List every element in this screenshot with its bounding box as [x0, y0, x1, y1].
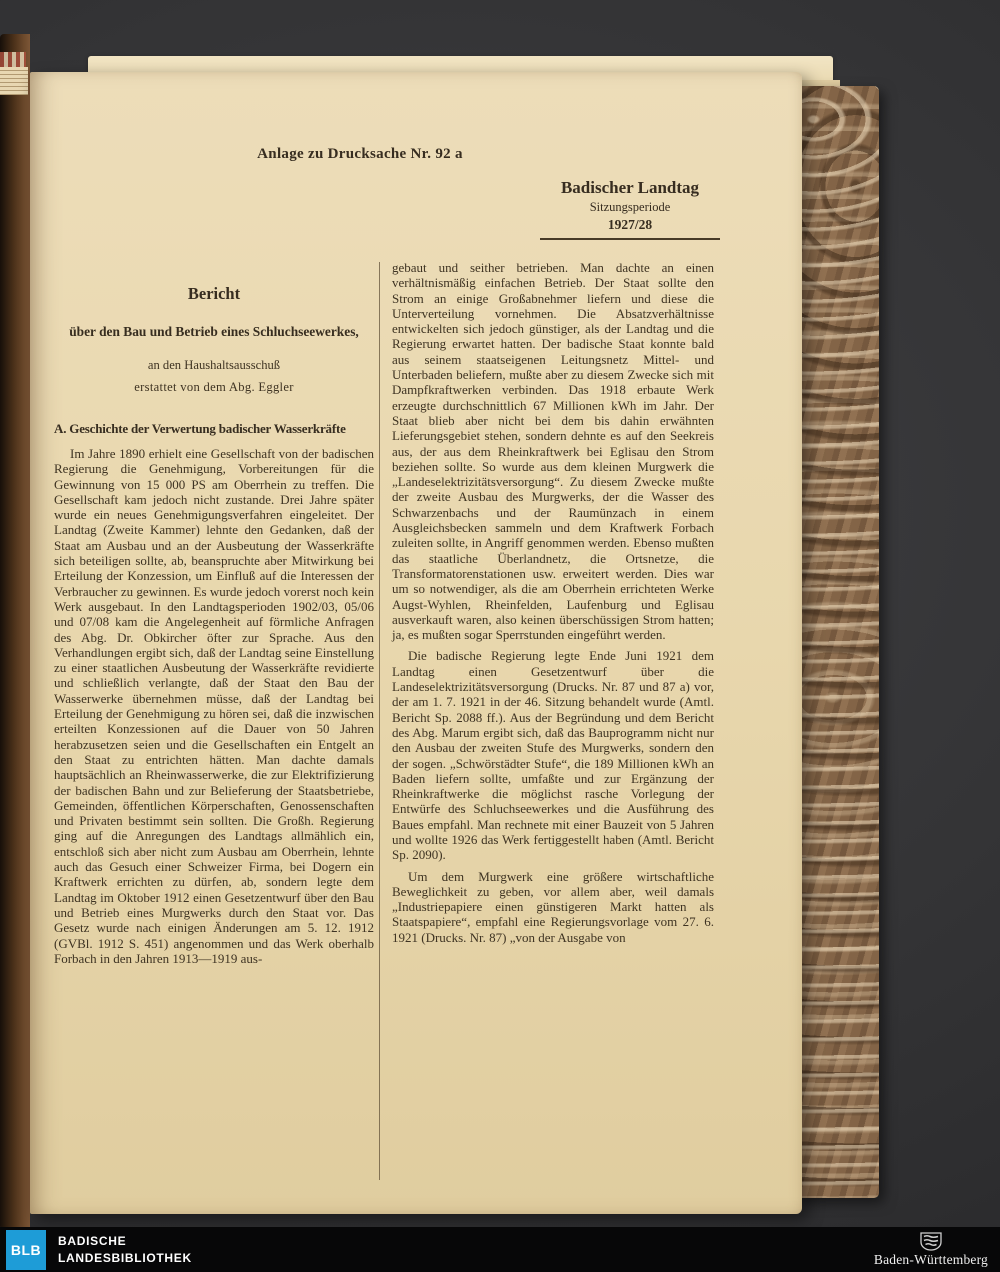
baden-wuerttemberg-coat-of-arms-icon — [917, 1232, 945, 1251]
body-paragraph: Um dem Murgwerk eine größere wirtschaftliche Beweglichkeit zu geben, vor allem aber, weil damals „Industriepapiere einen günstigeren Markt hatten als Staatspapiere“, empfahl eine Regierungsvorlage vom 27. 6. 1921 (Drucks. Nr. 87) „von der Ausgabe von — [392, 868, 714, 945]
landtag-title: Badischer Landtag — [560, 178, 700, 197]
body-paragraph: Im Jahre 1890 erhielt eine Gesellschaft von der badischen Regierung die Genehmigung, Vorbereitungen für die Gewinnung von 15 000 PS am Oberrhein zu treffen. Die Gesellschaft kam jedoch nicht zustande. Drei Jahre später wurde ein neues Genehmigungsverfahren eingeleitet. Der Landtag (Zweite Kammer) lehnte den Gedanken, daß der Staat am Ausbau und an der Ausbeutung der Wasserkräfte sich beteiligen sollte, ab, beanspruchte aber Mitwirkung bei Erteilung der Konzession, um Einfluß auf die Interessen der Verbraucher zu gewinnen. Es wurde jedoch vorerst noch kein Werk ausgebaut. In den Landtagsperioden 1902/03, 05/06 und 07/08 kam die Angelegenheit auf förmliche Anfragen des Abg. Dr. Obkircher öfter zur Sprache. Aus den Verhandlungen ergibt sich, daß der Landtag seine Einstellung zu einer staatlichen Ausbeutung der Wasserkräfte revidierte und schließlich verlangte, daß der Staat den Bau der Wasserwerke übernehmen müsse, daß der Landtag bei Erteilung der Genehmigung zu hören sei, daß die inzwischen erteilten Konzessionen auf die Dauer von 50 Jahren herabzusetzen seien und die Gesellschaften ein Entgelt an den Staat zu entrichten hätten. Man dachte damals hauptsächlich an Rheinwasserwerke, die zur Elektrifizierung der badischen Bahn und zur Belieferung der Staatsbetriebe, Gemeinden, öffentlichen Körperschaften, Genossenschaften und Privaten bestimmt sein sollten. Die Großh. Regierung ging auf die Anregungen des Landtags allmählich ein, entschloß sich aber nicht zum Ausbau am Oberrhein, lehnte auch das Gesuch einer Schweizer Firma, bei Dogern ein Kraftwerk errichten zu dürfen, ab, sondern legte dem Landtag im Oktober 1912 einen Gesetzentwurf über den Bau und Betrieb eines Murgwerks durch den Staat vor. Das Gesetz wurde nach einigen Änderungen am 5. 12. 1912 (GVBl. 1912 S. 451) angenommen und das Werk oberhalb Forbach in den Jahren 1913—1919 aus- — [54, 446, 374, 966]
session-period: 1927/28 — [607, 217, 653, 232]
column-divider — [379, 262, 380, 1180]
section-heading: A. Geschichte der Verwertung badischer Wasserkräfte — [54, 421, 346, 436]
state-brand-text: Baden-Württemberg — [873, 1251, 988, 1267]
report-addressee: an den Haushaltsausschuß — [147, 358, 281, 372]
report-subtitle: über den Bau und Betrieb eines Schluchseewerkes, — [69, 324, 359, 339]
page-edges — [0, 67, 28, 95]
marbled-book-cover — [795, 86, 879, 1198]
report-author: erstattet von dem Abg. Eggler — [134, 380, 294, 394]
session-label: Sitzungsperiode — [589, 200, 671, 214]
library-footer-bar — [0, 1227, 1000, 1272]
header-rule — [540, 238, 720, 240]
state-brand-block — [874, 1232, 988, 1268]
library-name-line2: LANDESBIBLIOTHEK — [58, 1250, 192, 1265]
book-spine — [0, 34, 30, 1230]
landtag-header-block — [510, 178, 750, 240]
right-column — [392, 260, 714, 951]
body-paragraph: gebaut und seither betrieben. Man dachte an einen verhältnismäßig einfachen Betrieb. Der Staat sollte den Strom an einige Großabnehmer liefern und diese die Unterverteilung vornehmen. Die Absatzverhältnisse entwickelten sich jedoch günstiger, als der Landtag und die Regierung erwartet hatten. Der badische Staat konnte bald aus seinem staatseigenen Leitungsnetz Mittel- und Unterbaden beliefern, mußte aber zu diesem Zwecke sich mit Dampfkraftwerken verbinden. Das 1918 erbaute Werk erzeugte durchschnittlich 67 Millionen kWh im Jahr. Der Staat blieb aber nicht bei dem bis dahin erwähnten Lieferungsgebiet stehen, sondern dehnte es auf den Seekreis aus, der aus dem Rheinkraftwerk bei Eglisau den Strom beziehen sollte. So wurde aus dem kleinen Murgwerk die „Landeselektrizitätsversorgung“. Zu diesem Zwecke mußte der zweite Ausbau des Murgwerks, der die Wasser des Schwarzenbachs und der Raumünzach in einem Ausgleichsbecken sammeln und dem Kraftwerk Forbach zuleiten sollte, in Angriff genommen werden. Ebenso mußten das staatliche Überlandnetz, die Ortsnetze, die Transformatorenstationen usw. erweitert werden. Dies war um so notwendiger, als die am Oberrhein errichteten Werke Augst-Wyhlen, Rheinfelden, Laufenburg und Eglisau ausverkauft waren, also keinen überschüssigen Strom hatten; ja, es mußten sogar Sperrstunden eingeführt werden. — [392, 260, 714, 643]
scanned-document-page — [30, 72, 802, 1214]
left-column — [54, 284, 374, 972]
body-paragraph: Die badische Regierung legte Ende Juni 1921 dem Landtag einen Gesetzentwurf über die Landeselektrizitätsversorgung (Drucks. Nr. 87 und 87 a) vor, der am 1. 7. 1921 in der 46. Sitzung behandelt wurde (Amtl. Bericht Sp. 2088 ff.). Aus der Begründung und dem Bericht des Abg. Marum ergibt sich, daß das Bauprogramm nicht nur den Ausbau der zweiten Stufe des Murgwerks, sondern den der sogen. „Schwörstädter Stufe“, die 189 Millionen kWh an Baden liefern sollte, umfaßte und zur Ergänzung der Rheinkraftwerke die möglichst rasche Vorlegung der Entwürfe des Schluchseewerkes und die Ausführung des Baues empfahl. Man rechnete mit einer Bauzeit von 5 Jahren und wollte 1926 das Werk fertiggestellt haben (Amtl. Bericht Sp. 2090). — [392, 648, 714, 863]
library-name — [58, 1233, 192, 1265]
report-title: Bericht — [187, 284, 241, 303]
book-headband — [0, 52, 26, 67]
library-name-line1: BADISCHE — [58, 1234, 127, 1249]
blb-logo: BLB — [6, 1230, 46, 1270]
document-number-heading: Anlage zu Drucksache Nr. 92 a — [257, 146, 463, 162]
